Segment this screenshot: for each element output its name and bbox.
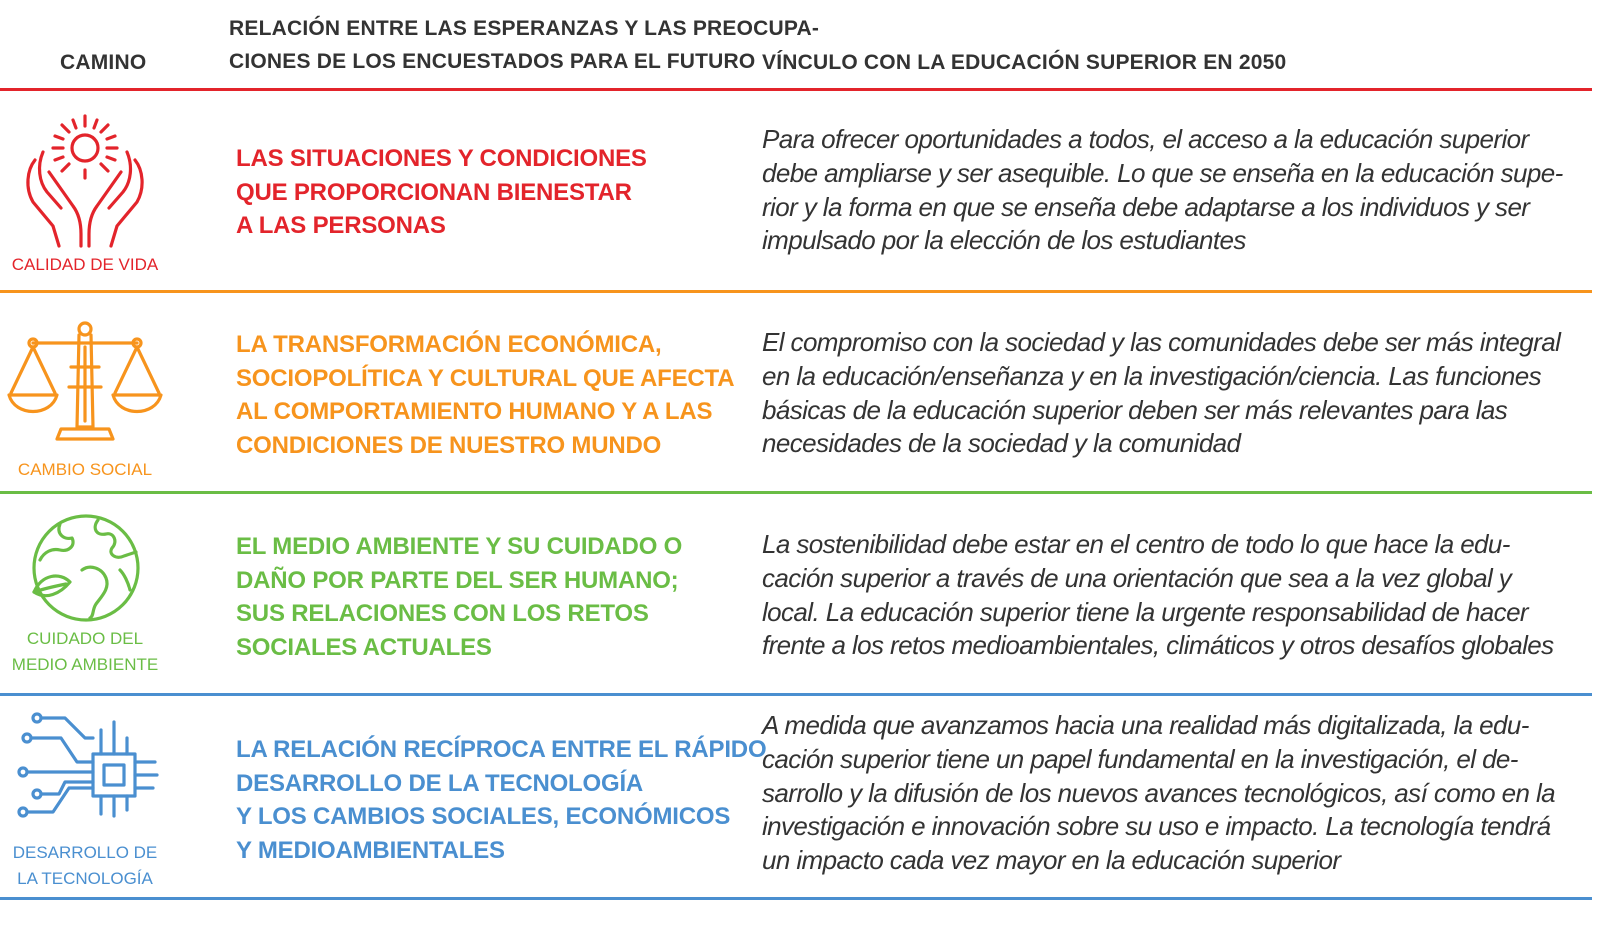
row-icon-block	[0, 110, 170, 278]
row-icon-label	[0, 252, 170, 278]
chip-circuit-icon	[5, 710, 165, 822]
vinculo-line: Para ofrecer oportunidades a todos, el acceso a la educación superior	[762, 124, 1529, 154]
icon-label-line: DESARROLLO DE	[12, 843, 158, 862]
globe-leaf-icon	[20, 512, 150, 624]
vinculo-line: en la educación/enseñanza y en la investigación/ciencia. Las funciones	[762, 360, 1541, 391]
divider-blue-bottom	[0, 897, 1592, 900]
row-vinculo-text	[762, 123, 1562, 258]
vinculo-line: El compromiso con la sociedad y las comunidades debe ser más integral	[762, 327, 1561, 357]
vinculo-line: local. La educación superior tiene la urgente responsabilidad de hacer	[762, 596, 1528, 627]
header-camino: CAMINO	[60, 51, 147, 74]
relacion-line: LAS SITUACIONES Y CONDICIONES	[236, 145, 647, 172]
header-relacion-line: CIONES DE LOS ENCUESTADOS PARA EL FUTURO	[229, 50, 756, 73]
icon-label-line: MEDIO AMBIENTE	[11, 655, 159, 674]
row-relacion-text	[236, 530, 706, 664]
relacion-line: AL COMPORTAMIENTO HUMANO Y A LAS	[236, 398, 713, 425]
row-vinculo-text	[762, 528, 1562, 663]
scales-icon	[5, 317, 165, 447]
row-vinculo-text	[762, 709, 1562, 878]
header-relacion-line: RELACIÓN ENTRE LAS ESPERANZAS Y LAS PREOCUPA-	[229, 17, 820, 40]
icon-label-line: CUIDADO DEL	[26, 629, 144, 648]
relacion-line: LA TRANSFORMACIÓN ECONÓMICA,	[236, 331, 662, 358]
vinculo-line: un impacto cada vez mayor en la educación superior	[762, 845, 1341, 876]
vinculo-line: cación superior tiene un papel fundamental en la investigación, el de-	[762, 743, 1518, 774]
vinculo-line: A medida que avanzamos hacia una realidad más digitalizada, la edu-	[762, 710, 1529, 740]
hands-sun-icon	[15, 110, 155, 250]
row-relacion-text	[236, 328, 735, 462]
row-calidad-de-vida	[0, 92, 1600, 290]
row-icon-label	[0, 626, 170, 678]
row-icon-block	[0, 317, 170, 483]
vinculo-line: impulsado por la elección de los estudiantes	[762, 225, 1246, 256]
relacion-line: LA RELACIÓN RECÍPROCA ENTRE EL RÁPIDO	[236, 736, 767, 763]
row-cambio-social	[0, 293, 1600, 491]
vinculo-line: cación superior a través de una orientación que sea a la vez global y	[762, 562, 1512, 593]
relacion-line: QUE PROPORCIONAN BIENESTAR	[236, 178, 632, 206]
row-icon-block	[0, 710, 170, 892]
icon-label-line: LA TECNOLOGÍA	[17, 869, 153, 888]
row-cuidado-medio-ambiente	[0, 494, 1600, 693]
relacion-line: EL MEDIO AMBIENTE Y SU CUIDADO O	[236, 533, 683, 560]
relacion-line: Y MEDIOAMBIENTALES	[236, 836, 505, 864]
vinculo-line: debe ampliarse y ser asequible. Lo que se enseña en la educación supe-	[762, 157, 1563, 188]
divider-red	[0, 88, 1592, 91]
relacion-line: A LAS PERSONAS	[236, 212, 446, 239]
icon-label-line: CAMBIO SOCIAL	[17, 460, 153, 479]
row-relacion-text	[236, 733, 767, 867]
vinculo-line: La sostenibilidad debe estar en el centro de todo lo que hace la edu-	[762, 529, 1510, 559]
relacion-line: DESARROLLO DE LA TECNOLOGÍA	[236, 769, 644, 797]
relacion-line: SUS RELACIONES CON LOS RETOS	[236, 600, 649, 627]
relacion-line: DAÑO POR PARTE DEL SER HUMANO;	[236, 566, 679, 594]
vinculo-line: investigación e innovación sobre su uso e impacto. La tecnología tendrá	[762, 811, 1551, 842]
row-vinculo-text	[762, 326, 1562, 461]
header-relacion	[229, 12, 819, 78]
vinculo-line: básicas de la educación superior deben ser más relevantes para las	[762, 394, 1508, 425]
relacion-line: CONDICIONES DE NUESTRO MUNDO	[236, 431, 662, 459]
row-icon-label	[0, 840, 170, 892]
icon-label-line: CALIDAD DE VIDA	[11, 255, 159, 274]
relacion-line: Y LOS CAMBIOS SOCIALES, ECONÓMICOS	[236, 803, 731, 830]
relacion-line: SOCIOPOLÍTICA Y CULTURAL QUE AFECTA	[236, 364, 735, 392]
row-relacion-text	[236, 142, 706, 243]
vinculo-line: necesidades de la sociedad y la comunidad	[762, 428, 1241, 459]
vinculo-line: sarrollo y la difusión de los nuevos avances tecnológicos, así como en la	[762, 777, 1555, 808]
relacion-line: SOCIALES ACTUALES	[236, 633, 492, 661]
row-desarrollo-tecnologia	[0, 696, 1600, 897]
row-icon-block	[0, 512, 170, 678]
table-header	[0, 0, 1600, 92]
row-icon-label	[0, 457, 170, 483]
vinculo-line: frente a los retos medioambientales, climáticos y otros desafíos globales	[762, 630, 1554, 661]
header-vinculo: VÍNCULO CON LA EDUCACIÓN SUPERIOR EN 2050	[762, 51, 1287, 74]
vinculo-line: rior y la forma en que se enseña debe adaptarse a los individuos y ser	[762, 191, 1530, 222]
